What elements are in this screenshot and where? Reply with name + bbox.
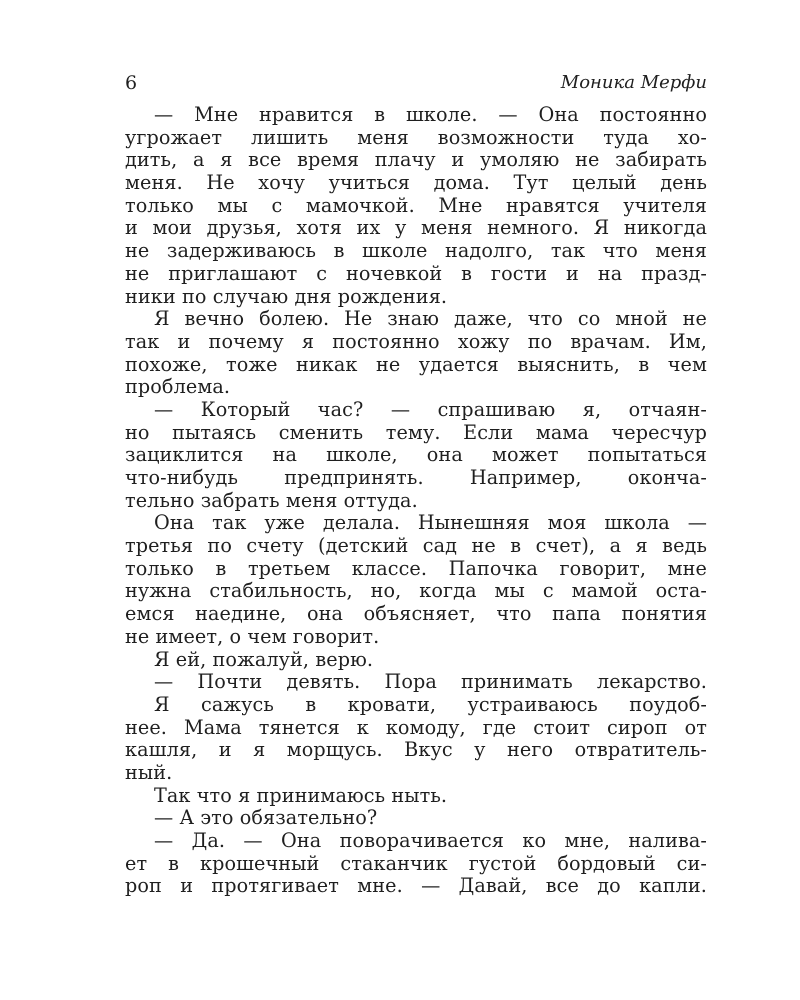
text-line: Я вечно болею. Не знаю даже, что со мной не bbox=[154, 307, 707, 331]
text-line: нужна стабильность, но, когда мы с мамой оста- bbox=[125, 579, 707, 603]
text-line: дить, а я все время плачу и умоляю не забирать bbox=[125, 148, 707, 172]
page-number: 6 bbox=[125, 72, 138, 94]
text-line: меня. Не хочу учиться дома. Тут целый день bbox=[125, 171, 707, 195]
text-line: Я сажусь в кровати, устраиваюсь поудоб- bbox=[154, 692, 707, 716]
text-line: так и почему я постоянно хожу по врачам. Им, bbox=[125, 329, 707, 353]
text-line: ет в крошечный стаканчик густой бордовый си- bbox=[125, 851, 707, 875]
page-header bbox=[125, 72, 707, 98]
text-line: и мои друзья, хотя их у меня немного. Я никогда bbox=[125, 216, 707, 240]
body-text bbox=[125, 104, 707, 898]
text-line: проблема. bbox=[125, 375, 231, 399]
text-line: Она так уже делала. Нынешняя моя школа — bbox=[154, 511, 707, 535]
text-line: не имеет, о чем говорит. bbox=[125, 624, 380, 648]
text-line: похоже, тоже никак не удается выяснить, в чем bbox=[125, 352, 707, 376]
text-line: только мы с мамочкой. Мне нравятся учителя bbox=[125, 193, 707, 217]
text-line: роп и протягивает мне. — Давай, все до капли. bbox=[125, 874, 707, 898]
text-line: не приглашают с ночевкой в гости и на празд- bbox=[125, 261, 707, 285]
text-line: емся наедине, она объясняет, что папа понятия bbox=[125, 602, 707, 626]
text-line: но пытаясь сменить тему. Если мама чересчур bbox=[125, 420, 707, 444]
running-title: Моника Мерфи bbox=[560, 72, 707, 93]
text-line: — Который час? — спрашиваю я, отчаян- bbox=[154, 397, 707, 421]
text-line: Я ей, пожалуй, верю. bbox=[154, 647, 374, 671]
text-line: зациклится на школе, она может попытаться bbox=[125, 443, 707, 467]
text-line: только в третьем классе. Папочка говорит, мне bbox=[125, 556, 707, 580]
text-line: ный. bbox=[125, 760, 173, 784]
text-line: не задерживаюсь в школе надолго, так что меня bbox=[125, 239, 707, 263]
text-line: — А это обязательно? bbox=[154, 806, 378, 830]
text-line: — Да. — Она поворачивается ко мне, налива- bbox=[154, 829, 707, 852]
text-line: что-нибудь предпринять. Например, оконча- bbox=[125, 466, 707, 489]
text-line: тельно забрать меня оттуда. bbox=[125, 488, 418, 512]
text-line: третья по счету (детский сад не в счет), а я ведь bbox=[125, 534, 707, 558]
text-line: ники по случаю дня рождения. bbox=[125, 284, 448, 308]
text-line: нее. Мама тянется к комоду, где стоит сироп от bbox=[125, 715, 707, 739]
text-line: — Почти девять. Пора принимать лекарство. bbox=[154, 670, 707, 694]
text-line: — Мне нравится в школе. — Она постоянно bbox=[154, 103, 707, 126]
text-line: Так что я принимаюсь ныть. bbox=[154, 783, 448, 807]
text-line: угрожает лишить меня возможности туда хо- bbox=[125, 125, 707, 149]
text-line: кашля, и я морщусь. Вкус у него отвратитель- bbox=[125, 738, 707, 762]
